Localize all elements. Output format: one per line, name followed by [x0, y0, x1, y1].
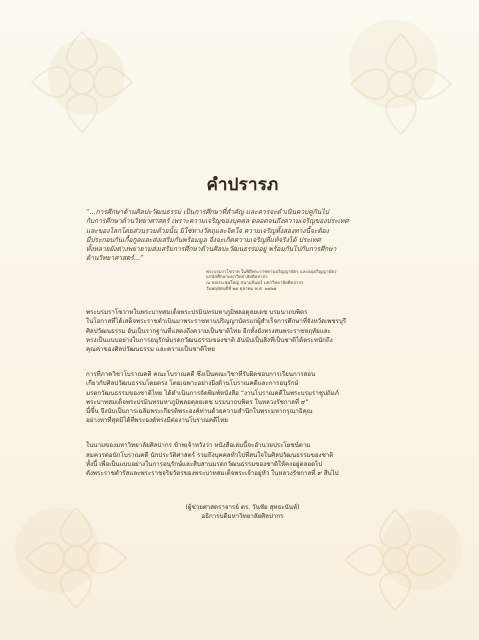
- paragraph-1: พระบรมราโชวาทในพระบาทสมเด็จพระปรมินทรมหาภูมิพลอดุลยเดช บรมนาถบพิตร ในโอกาสที่ได้เสด็จพระราชดำเนินมาพระราชทานปริญญาบัตรแก่ผู้สำเร็จการศึกษาที่จังหวัดเพชรบุรี ศิลปวัฒนธรรม อันเป็นรากฐานที่แสดงถึงความเป็นชาติไทย อีกทั้งยังทรงสนพระราชหฤทัยและ ทรงเป็นแบบอย่างในการอนุรักษ์มรดกวัฒนธรรมของชาติ อันนับเป็นสิ่งที่เป็นชาติได้ตระหนักถึง คุณค่าของศิลปวัฒนธรรม และความเป็นชาติไทย: [86, 309, 347, 353]
- document-content: [86, 171, 399, 521]
- royal-quote: “...การศึกษาด้านศิลปะวัฒนธรรม เป็นการศึกษาที่สำคัญ และควรจะดำเนินควบคู่กันไป กับการศึกษาด้านวิทยาศาสตร์ เพราะความเจริญของบุคคล ตลอดจนถึงความเจริญของประเทศ และของโลกโดยส่วนรวมด้วยนั้น มิใช่ทางวัตถุและจิตใจ ความเจริญทั้งสองทางนี้จะต้อง มีประกอบกันเกื้อกูลและส่งเสริมกันพร้อมมูล จึงจะเกิดความเจริญที่แท้จริงได้ ประเทศ ทั้งหลายยังต่างพยายามส่งเสริมการศึกษาด้านศิลปะวัฒนธรรมอยู่ พร้อมกันไปกับการศึกษา ด้านวิทยาศาสตร์...”: [86, 208, 349, 263]
- signature-block: [86, 504, 399, 521]
- signature-name: (ผู้ช่วยศาสตราจารย์ ดร. วันชัย สุทธะนันท์): [185, 504, 300, 512]
- floral-ornament-icon: [341, 24, 461, 144]
- paragraph-3: ในนามของมหาวิทยาลัยศิลปากร ข้าพเจ้าหวังว่า หนังสือเล่มนี้จะอำนวยประโยชน์ตาม สมควรต่อนักโบราณคดี นักประวัติศาสตร์ รวมถึงบุคคลทั่วไปที่สนใจในศิลปวัฒนธรรมของชาติ ทั้งนี้ เพื่อเป็นแบบอย่างในการอนุรักษ์และสืบสานมรดกวัฒนธรรมของชาติให้คงอยู่ตลอดไป ดังพระราชดำรัสและพระราชจริยวัตรของพระบาทสมเด็จพระเจ้าอยู่หัว ในหลวงรัชกาลที่ ๙ สืบไป: [86, 442, 339, 477]
- paragraph-2: การที่ภาควิชาโบราณคดี คณะโบราณคดี ซึ่งเป็นคณะวิชาที่รับผิดชอบการเรียนการสอน เกี่ยวกับศิลปวัฒนธรรมโดยตรง โดยเฉพาะอย่างยิ่งด้านโบราณคดีและการอนุรักษ์ มรดกวัฒนธรรมของชาติไทย ได้ดำเนินการจัดพิมพ์หนังสือ “งานโบราณคดีในพระบรมราชูปถัมภ์ พระบาทสมเด็จพระปรมินทรมหาภูมิพลอดุลยเดช บรมนาถบพิตร ในหลวงรัชกาลที่ ๙” นี้ขึ้น จึงนับเป็นการเฉลิมพระเกียรติพระองค์ท่านด้วยความสำนึกในพระมหากรุณาธิคุณ อย่างหาที่สุดมิได้ที่พระองค์ทรงมีต่องานโบราณคดีไทย: [86, 371, 339, 425]
- floral-ornament-icon: [22, 22, 142, 142]
- page-title: คำปรารภ: [206, 175, 279, 195]
- quote-attribution: พระบรมราโชวาท ในพิธีพระราชทานปริญญาบัตร และอนุปริญญาบัตร แก่นักศึกษามหาวิทยาลัยศิลปากร ณ หอประชุมใหญ่ สนามจันทร์ มหาวิทยาลัยศิลปากร วันพฤหัสบดีที่ ๒๑ ตุลาคม พ.ศ. ๒๕๒๑: [206, 269, 337, 292]
- signature-title: อธิการบดีมหาวิทยาลัยศิลปากร: [201, 512, 284, 520]
